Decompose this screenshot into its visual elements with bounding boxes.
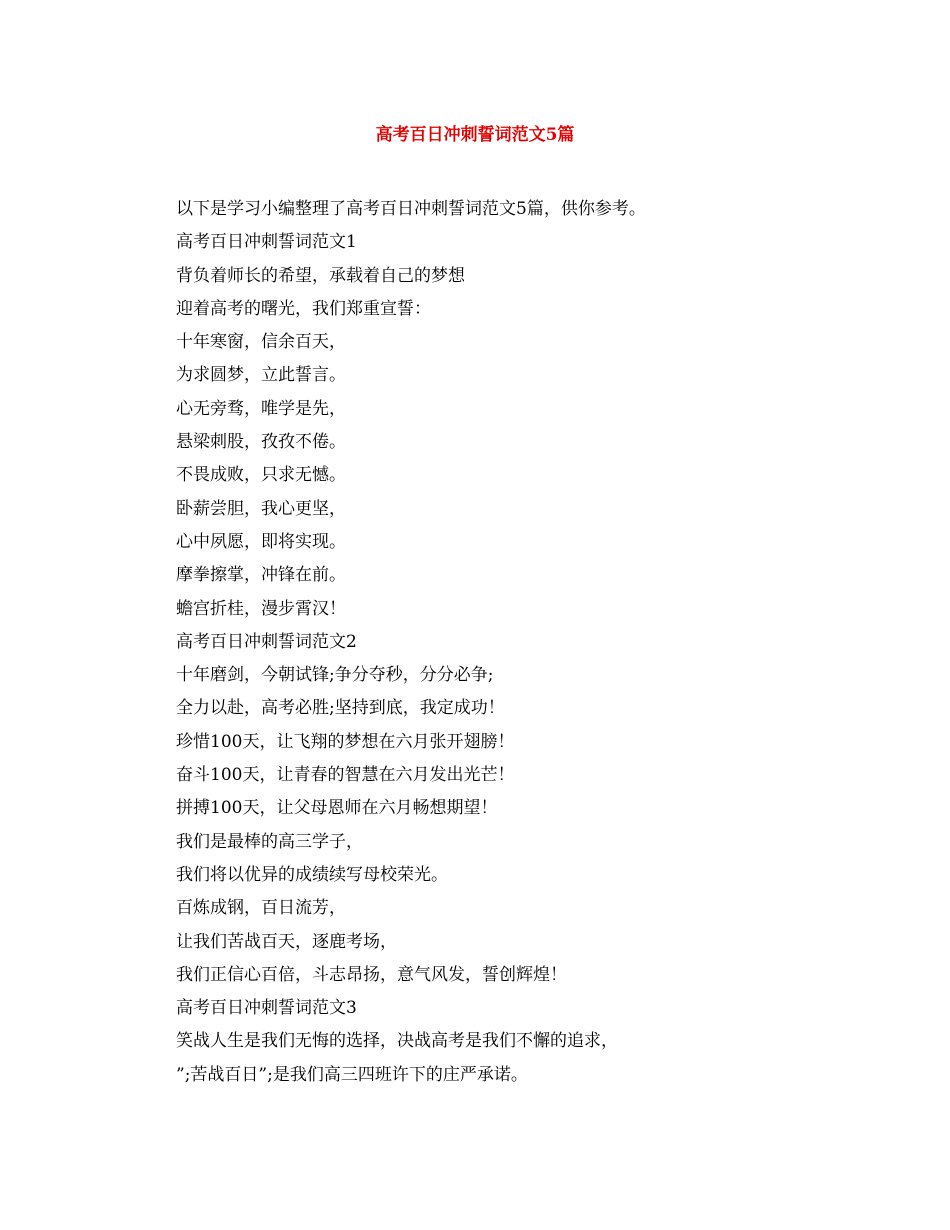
- text-line: 让我们苦战百天，逐鹿考场，: [176, 931, 397, 952]
- text-line: 我们是最棒的高三学子，: [176, 831, 363, 852]
- text-line: 不畏成败，只求无憾。: [176, 465, 346, 486]
- text-line: 为求圆梦，立此誓言。: [176, 365, 346, 386]
- text-line: 以下是学习小编整理了高考百日冲刺誓词范文5篇，供你参考。: [176, 199, 646, 219]
- document-body: [176, 193, 876, 1092]
- text-line: 十年寒窗，信余百天，: [176, 332, 346, 353]
- text-line: 十年磨剑，今朝试锋;争分夺秒，分分必争;: [176, 665, 494, 686]
- text-line: 百炼成钢，百日流芳，: [176, 898, 346, 919]
- text-line: 心无旁骛，唯学是先，: [176, 398, 346, 419]
- text-line: 背负着师长的希望，承载着自己的梦想: [176, 265, 465, 286]
- text-line: 珍惜100天，让飞翔的梦想在六月张开翅膀！: [176, 731, 515, 752]
- document-title: 高考百日冲刺誓词范文5篇: [375, 125, 575, 145]
- text-line: 我们将以优异的成绩续写母校荣光。: [176, 864, 448, 885]
- section-heading: 高考百日冲刺誓词范文1: [176, 232, 357, 253]
- section-heading: 高考百日冲刺誓词范文3: [176, 998, 357, 1019]
- text-line: 拼搏100天，让父母恩师在六月畅想期望！: [176, 798, 498, 819]
- text-line: 我们正信心百倍，斗志昂扬，意气风发，誓创辉煌！: [176, 964, 567, 985]
- text-line: 笑战人生是我们无悔的选择，决战高考是我们不懈的追求，: [176, 1031, 618, 1052]
- text-line: 摩拳擦掌，冲锋在前。: [176, 565, 346, 586]
- text-line: 心中夙愿，即将实现。: [176, 531, 346, 552]
- text-line: 悬梁刺股，孜孜不倦。: [176, 432, 346, 453]
- text-line: 奋斗100天，让青春的智慧在六月发出光芒！: [176, 765, 515, 786]
- text-line: 卧薪尝胆，我心更坚，: [176, 498, 346, 519]
- text-line: ”;苦战百日”;是我们高三四班许下的庄严承诺。: [176, 1064, 528, 1085]
- section-heading: 高考百日冲刺誓词范文2: [176, 631, 357, 652]
- text-line: 全力以赴，高考必胜;坚持到底，我定成功！: [176, 698, 505, 719]
- text-line: 迎着高考的曙光，我们郑重宣誓：: [176, 298, 431, 319]
- text-line: 蟾宫折桂，漫步霄汉！: [176, 598, 346, 619]
